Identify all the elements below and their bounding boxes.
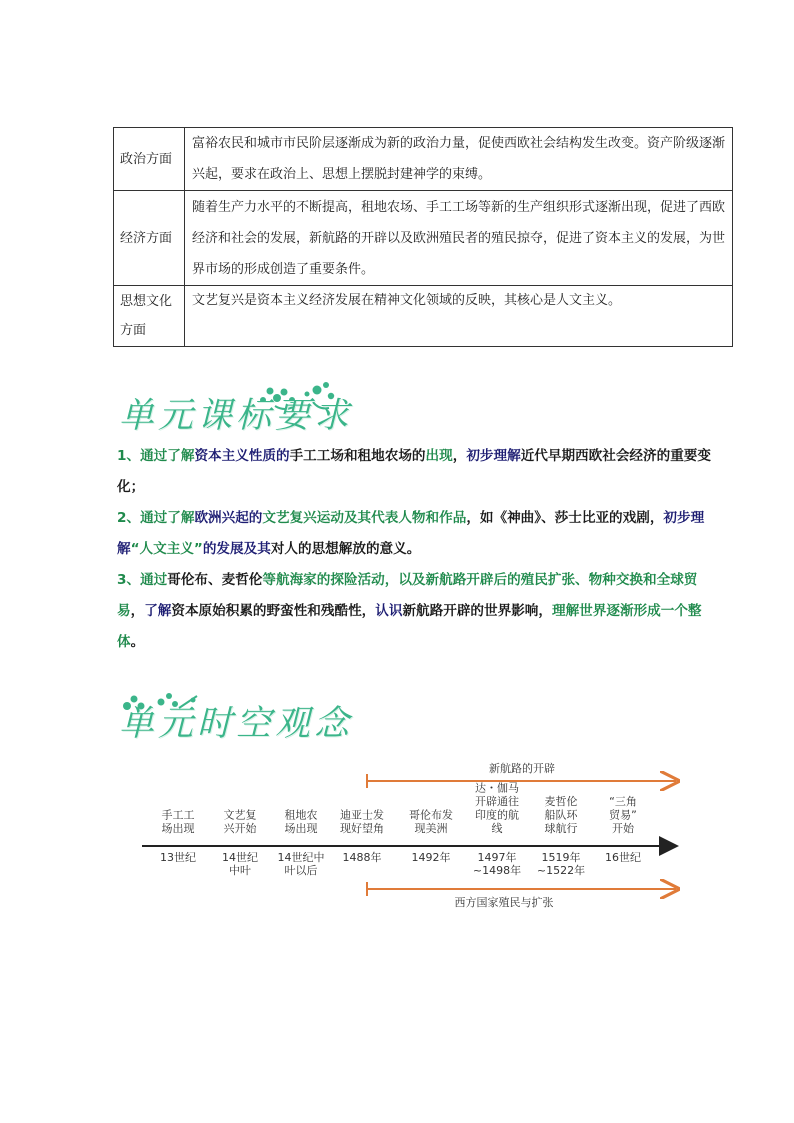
requirement-segment: 初步理解 [117, 510, 705, 557]
timeline-date-label: 1497年 [477, 851, 517, 864]
section-title: 单元课标要求 [119, 396, 354, 436]
requirement-segment: 。 [130, 634, 145, 650]
requirement-segment: 初步理解 [466, 448, 521, 464]
timeline-event-label: 场出现 [284, 822, 318, 835]
requirement-segment: 文艺复兴运动及其代表人物和作品 [262, 510, 467, 526]
requirement-segment: ，如《神曲》、莎士比亚的戏剧， [466, 510, 664, 526]
timeline-event-label: 贸易” [609, 808, 637, 822]
requirement-segment: 认识 [375, 603, 403, 619]
timeline-event-label: 兴开始 [223, 822, 257, 835]
timeline [140, 758, 680, 918]
requirement-segment: 对人的思想解放的意义。 [270, 541, 421, 557]
bottom-arrow-label: 西方国家殖民与扩张 [454, 896, 554, 909]
timeline-event-label: 场出现 [161, 822, 195, 835]
timeline-event-label: 达・伽马 [475, 781, 519, 795]
timeline-event-label: 租地农 [284, 808, 318, 822]
timeline-event-label: 开辟通往 [475, 795, 519, 808]
row-content: 文艺复兴是资本主义经济发展在精神文化领域的反映，其核心是人文主义。 [185, 286, 733, 347]
row-label: 经济方面 [114, 191, 185, 286]
row-content: 随着生产力水平的不断提高，租地农场、手工工场等新的生产组织形式逐渐出现，促进了西欧经济和社会的发展，新航路的开辟以及欧洲殖民者的殖民掠夺，促进了资本主义的发展，为世界市场的形成创造了重要条件。 [185, 191, 733, 286]
requirement-segment: 新航路开辟的世界影响 [402, 603, 539, 619]
requirement-segment: 了解 [144, 603, 172, 619]
requirement-item [117, 565, 717, 658]
row-label: 政治方面 [114, 128, 185, 191]
requirement-segment: 手工工场和租地农场的 [289, 448, 426, 464]
requirement-segment: 近代早期西欧社会经济的重要变化 [117, 448, 711, 495]
timeline-svg [140, 758, 680, 918]
timeline-event-label: 文艺复 [223, 808, 257, 822]
requirement-segment: 通过 [140, 572, 168, 588]
timeline-date-label: 中叶 [229, 864, 251, 877]
requirement-segment: ，以及新航路开辟后的殖民扩张、物种交换和全球贸易 [117, 572, 698, 619]
requirement-segment: “人文主义” [130, 541, 203, 557]
requirement-segment: ， [538, 603, 552, 619]
requirement-segment: 3、 [117, 572, 141, 588]
table-row [114, 191, 733, 286]
timeline-event-label: 现好望角 [340, 822, 384, 835]
table-row [114, 286, 733, 347]
aspects-table [113, 127, 733, 347]
requirement-segment: 的发展及其 [202, 541, 271, 557]
timeline-event-label: “三角 [609, 795, 637, 808]
timeline-date-label: ~1498年 [472, 864, 522, 877]
requirement-segment: 资本主义性质的 [194, 448, 290, 464]
table-row [114, 128, 733, 191]
requirement-segment: 1、 [117, 448, 141, 464]
requirement-segment: ， [130, 603, 145, 619]
timeline-date-label: 1488年 [342, 851, 382, 864]
requirement-segment: ； [130, 479, 145, 495]
timeline-date-label: 14世纪中 [277, 851, 325, 864]
timeline-event-label: 印度的航 [475, 808, 519, 822]
timeline-event-label: 麦哲伦 [544, 795, 578, 808]
timeline-event-label: 手工工 [161, 808, 195, 822]
row-label: 思想文化方面 [114, 286, 185, 347]
requirement-segment: 理解世界逐渐形成一个整体 [117, 603, 702, 650]
requirement-segment: ， [452, 448, 467, 464]
timeline-event-label: 开始 [612, 822, 634, 835]
row-content: 富裕农民和城市市民阶层逐渐成为新的政治力量，促使西欧社会结构发生改变。资产阶级逐渐兴起，要求在政治上、思想上摆脱封建神学的束缚。 [185, 128, 733, 191]
section-title: 单元时空观念 [119, 704, 354, 744]
section-heading-standards [117, 382, 354, 438]
timeline-date-label: 1492年 [411, 851, 451, 864]
timeline-date-label: ~1522年 [536, 864, 586, 877]
timeline-event-label: 线 [491, 822, 503, 835]
requirement-segment: 出现 [425, 448, 453, 464]
timeline-event-label: 球航行 [544, 822, 578, 835]
timeline-event-label: 船队环 [544, 808, 578, 822]
top-arrow-label: 新航路的开辟 [489, 762, 555, 775]
timeline-date-label: 1519年 [541, 851, 581, 864]
timeline-event-label: 现美洲 [414, 822, 448, 835]
timeline-date-label: 14世纪 [222, 851, 258, 864]
timeline-date-label: 13世纪 [160, 851, 196, 864]
timeline-event-label: 迪亚士发 [340, 808, 384, 822]
timeline-date-label: 叶以后 [284, 864, 318, 877]
requirement-segment: 通过了解 [140, 510, 195, 526]
requirement-segment: 等航海家的探险活动 [262, 572, 385, 588]
requirement-item [117, 503, 717, 565]
requirement-segment: 资本原始积累的野蛮性和残酷性， [171, 603, 376, 619]
requirement-segment: 欧洲兴起的 [194, 510, 263, 526]
section-heading-spacetime [117, 690, 354, 746]
requirement-item [117, 441, 717, 503]
requirement-segment: 通过了解 [140, 448, 195, 464]
timeline-event-label: 哥伦布发 [409, 808, 453, 822]
timeline-events [160, 781, 641, 878]
requirement-segment: 2、 [117, 510, 141, 526]
timeline-date-label: 16世纪 [605, 851, 641, 864]
requirement-segment: 哥伦布、麦哲伦 [167, 572, 263, 588]
requirements-list [117, 441, 717, 658]
